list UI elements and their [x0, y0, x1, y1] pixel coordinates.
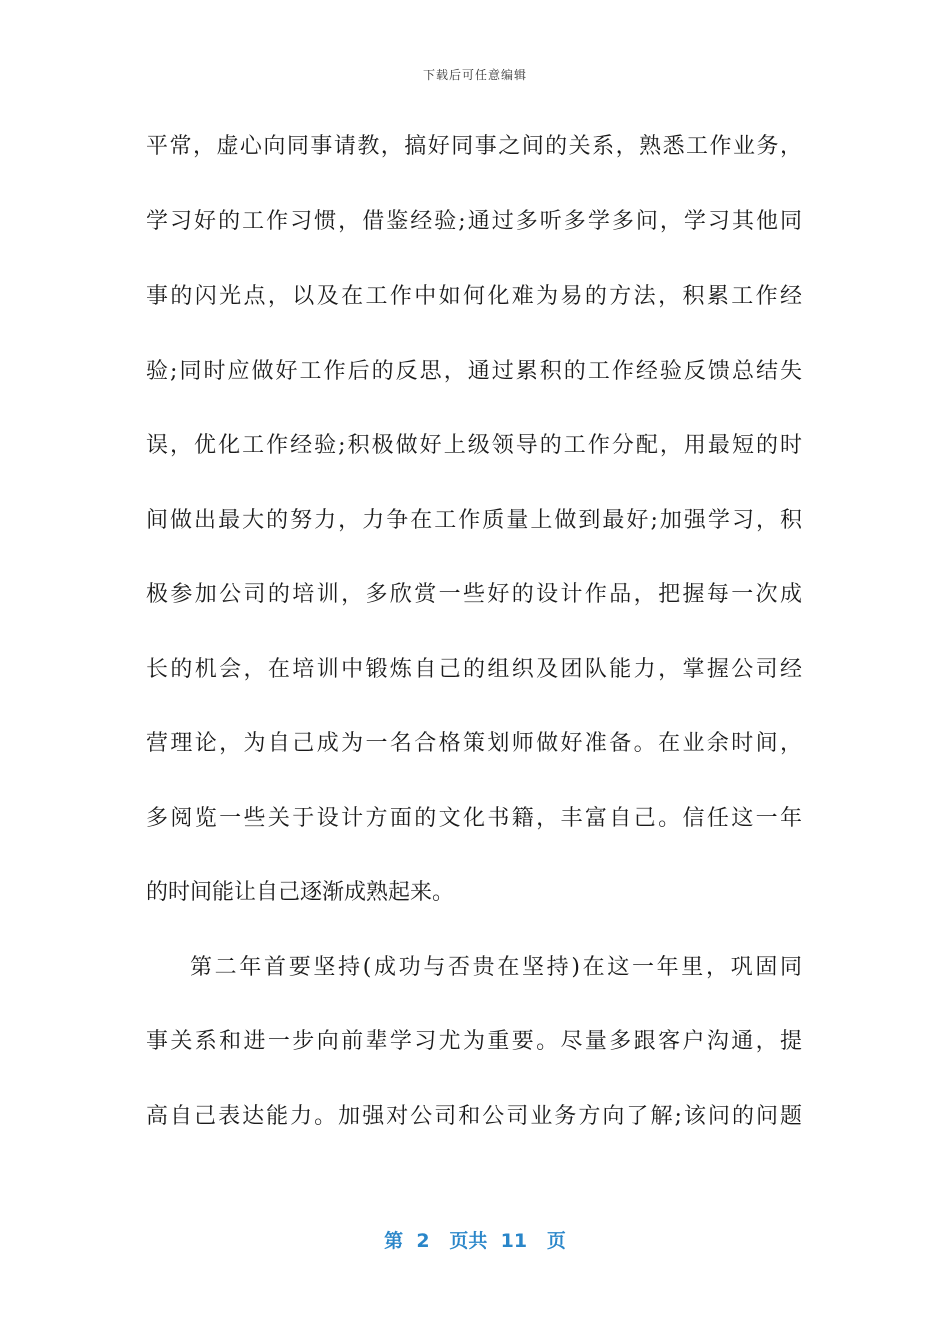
- text-line: 长的机会，在培训中锻炼自己的组织及团队能力，掌握公司经: [146, 657, 802, 682]
- text-line: 多阅览一些关于设计方面的文化书籍，丰富自己。信任这一年: [146, 806, 802, 831]
- text-line: 误，优化工作经验;积极做好上级领导的工作分配，用最短的时: [146, 433, 802, 458]
- text-line: 极参加公司的培训，多欣赏一些好的设计作品，把握每一次成: [146, 582, 802, 607]
- text-line: 事的闪光点，以及在工作中如何化难为易的方法，积累工作经: [146, 284, 802, 309]
- text-line: 验;同时应做好工作后的反思，通过累积的工作经验反馈总结失: [146, 359, 802, 384]
- page-number-footer: 第 2 页共 11 页: [384, 1230, 566, 1252]
- text-line: 高自己表达能力。加强对公司和公司业务方向了解;该问的问题: [146, 1104, 802, 1129]
- text-line: 第二年首要坚持(成功与否贵在坚持)在这一年里，巩固同: [190, 955, 802, 980]
- text-line: 的时间能让自己逐渐成熟起来。: [146, 880, 455, 905]
- text-line: 学习好的工作习惯，借鉴经验;通过多听多学多问，学习其他同: [146, 209, 802, 234]
- text-line: 间做出最大的努力，力争在工作质量上做到最好;加强学习，积: [146, 508, 802, 533]
- text-line: 营理论，为自己成为一名合格策划师做好准备。在业余时间，: [146, 731, 802, 756]
- text-line: 平常，虚心向同事请教，搞好同事之间的关系，熟悉工作业务，: [146, 134, 802, 159]
- header-note: 下载后可任意编辑: [422, 68, 527, 82]
- text-line: 事关系和进一步向前辈学习尤为重要。尽量多跟客户沟通，提: [146, 1029, 802, 1054]
